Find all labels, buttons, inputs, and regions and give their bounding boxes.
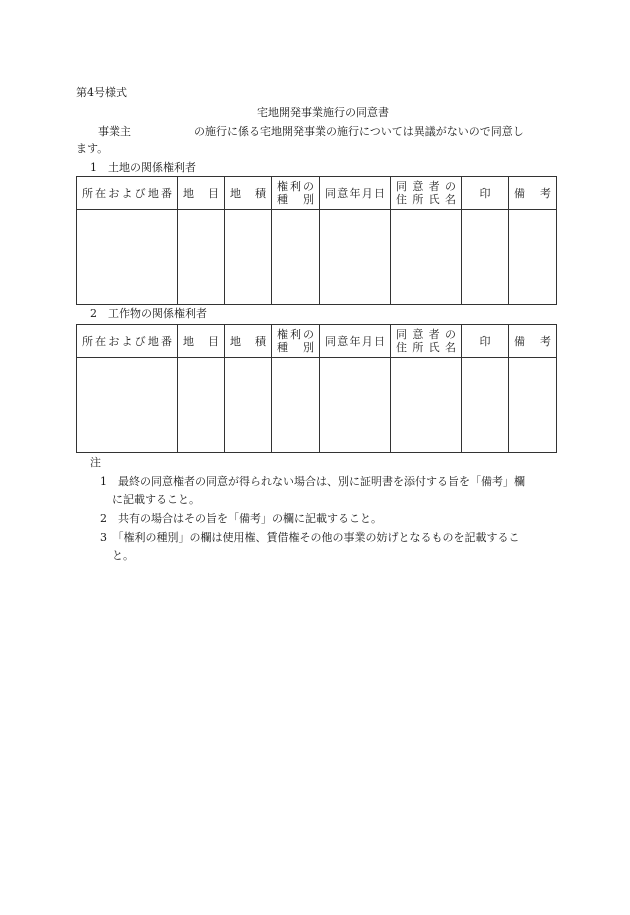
cell-location[interactable] (77, 358, 178, 453)
col-location: 所在および地番 (77, 177, 178, 210)
col-right-type (272, 177, 320, 210)
cell-chiseki[interactable] (225, 210, 272, 305)
col-person (391, 177, 462, 210)
land-rights-table (76, 176, 557, 305)
cell-location[interactable] (77, 210, 178, 305)
body-line2: ます。 (76, 142, 109, 155)
col-person-line1: 同意者の (396, 328, 456, 341)
col-date: 同意年月日 (320, 325, 391, 358)
note-3-line1: 3 「権利の種別」の欄は使用権、賃借権その他の事業の妨げとなるものを記載するこ (100, 531, 520, 544)
col-chimoku: 地 目 (178, 325, 225, 358)
cell-right-type[interactable] (272, 210, 320, 305)
note-1-line2: に記載すること。 (112, 493, 200, 506)
cell-chimoku[interactable] (178, 210, 225, 305)
cell-seal[interactable] (462, 358, 509, 453)
col-chiseki: 地 積 (225, 177, 272, 210)
note-1-line1: 1 最終の同意権者の同意が得られない場合は、別に証明書を添付する旨を「備考」欄 (100, 475, 525, 488)
col-person-line2: 住所氏名 (396, 193, 456, 206)
col-date: 同意年月日 (320, 177, 391, 210)
cell-chiseki[interactable] (225, 358, 272, 453)
body-line1-tail: の施行に係る宅地開発事業の施行については異議がないので同意し (194, 125, 524, 138)
table-row (77, 358, 557, 453)
note-3-line2: と。 (112, 549, 134, 562)
table-row (77, 210, 557, 305)
col-location: 所在および地番 (77, 325, 178, 358)
col-right-type (272, 325, 320, 358)
cell-remarks[interactable] (509, 358, 557, 453)
document-title: 宅地開発事業施行の同意書 (257, 106, 389, 119)
cell-date[interactable] (320, 358, 391, 453)
section1-heading: 1 土地の関係権利者 (90, 161, 196, 174)
section2-heading: 2 工作物の関係権利者 (90, 307, 207, 320)
col-seal: 印 (462, 325, 509, 358)
cell-chimoku[interactable] (178, 358, 225, 453)
cell-right-type[interactable] (272, 358, 320, 453)
col-person (391, 325, 462, 358)
cell-seal[interactable] (462, 210, 509, 305)
cell-remarks[interactable] (509, 210, 557, 305)
col-chiseki: 地 積 (225, 325, 272, 358)
form-number: 第4号様式 (76, 86, 127, 99)
col-right-type-line2: 種 別 (277, 193, 314, 206)
col-right-type-line1: 権利の (277, 180, 314, 193)
col-seal: 印 (462, 177, 509, 210)
col-remarks: 備 考 (509, 325, 557, 358)
cell-date[interactable] (320, 210, 391, 305)
note-2: 2 共有の場合はその旨を「備考」の欄に記載すること。 (100, 512, 382, 525)
structure-rights-table (76, 324, 557, 453)
col-person-line2: 住所氏名 (396, 341, 456, 354)
col-right-type-line1: 権利の (277, 328, 314, 341)
cell-person[interactable] (391, 210, 462, 305)
col-person-line1: 同意者の (396, 180, 456, 193)
col-remarks: 備 考 (509, 177, 557, 210)
cell-person[interactable] (391, 358, 462, 453)
body-line1-head: 事業主 (98, 125, 131, 138)
notes-heading: 注 (90, 456, 101, 469)
table-header-row (77, 177, 557, 210)
col-right-type-line2: 種 別 (277, 341, 314, 354)
col-chimoku: 地 目 (178, 177, 225, 210)
table-header-row (77, 325, 557, 358)
